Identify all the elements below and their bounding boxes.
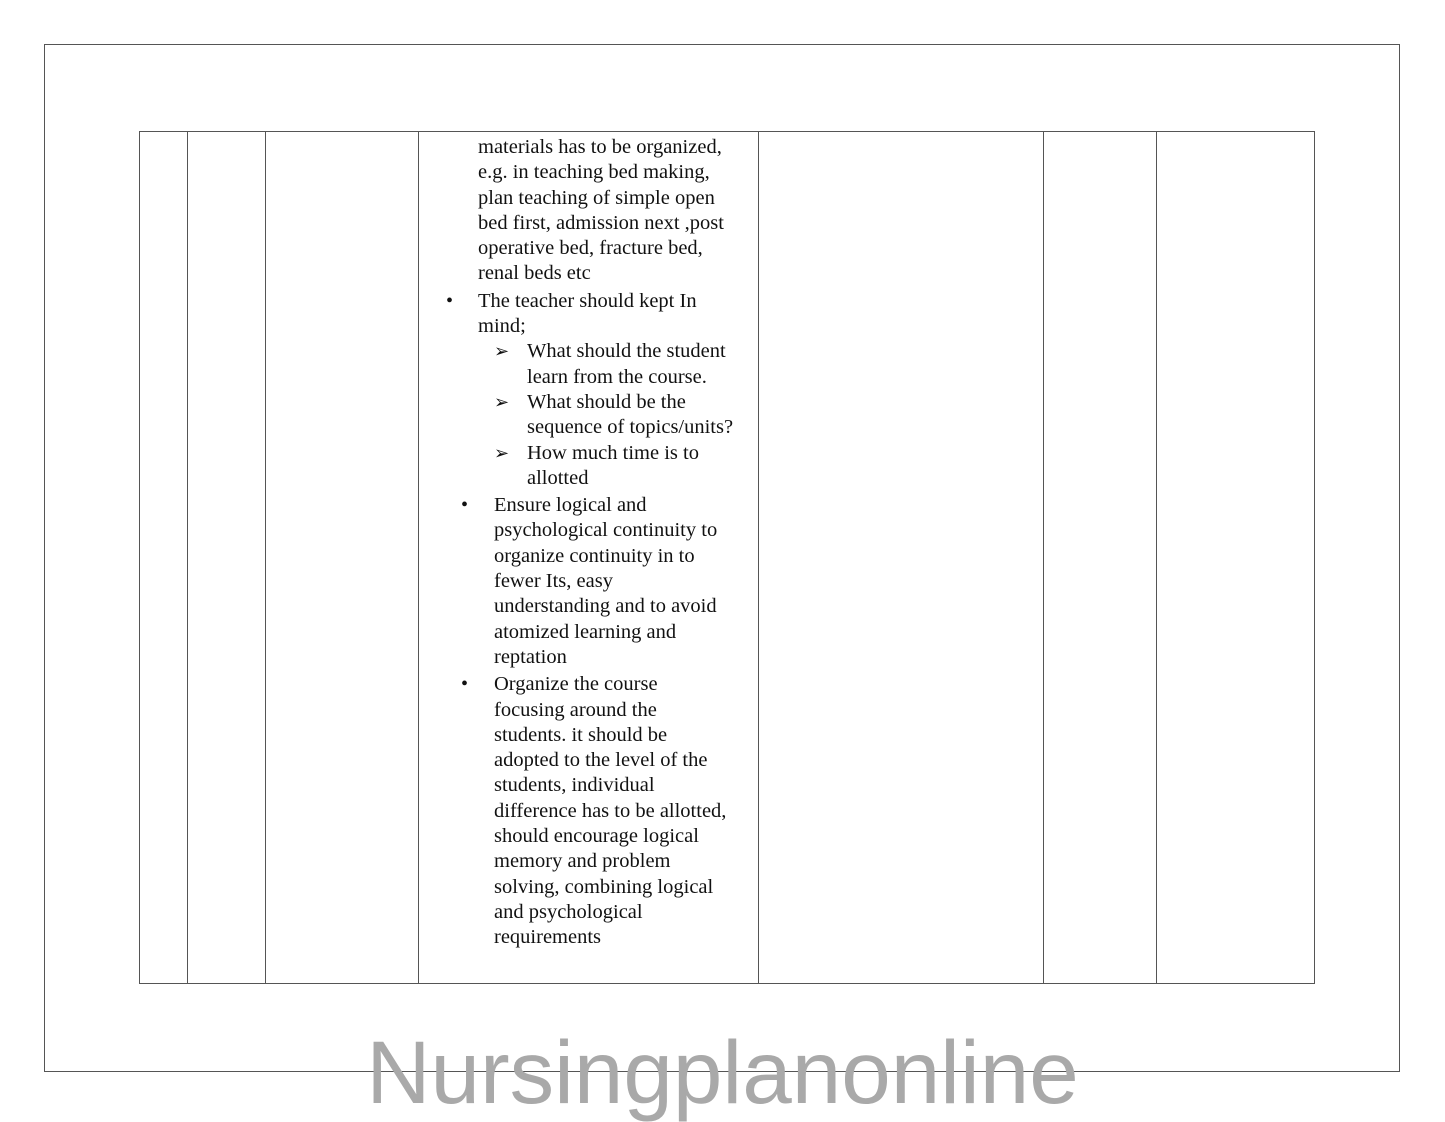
bullet-icon: • xyxy=(446,289,454,312)
arrow-bullet-icon: ➢ xyxy=(494,391,510,412)
content-cell xyxy=(419,132,759,984)
text-line: requirements xyxy=(494,926,602,949)
text-line: sequence of topics/units? xyxy=(527,416,734,439)
lesson-plan-table xyxy=(139,131,1315,984)
text-line: and psychological xyxy=(494,900,643,923)
bullet-item-teacher xyxy=(419,289,758,340)
table-cell-col-1 xyxy=(140,132,188,984)
table-cell-col-2 xyxy=(188,132,266,984)
text-line: students, individual xyxy=(494,774,655,797)
text-line: The teacher should kept In xyxy=(478,289,697,312)
text-line: mind; xyxy=(478,315,526,338)
arrow-bullet-icon: ➢ xyxy=(494,442,510,463)
text-line: Ensure logical and xyxy=(494,494,647,517)
table-cell-col-6 xyxy=(1044,132,1157,984)
sub-bullet-item xyxy=(419,339,758,390)
text-line: Organize the course xyxy=(494,673,658,696)
bullet-icon: • xyxy=(461,494,469,517)
text-line: e.g. in teaching bed making, xyxy=(478,161,710,184)
bullet-icon: • xyxy=(461,673,469,696)
arrow-bullet-icon: ➢ xyxy=(494,341,510,362)
sub-bullet-item xyxy=(419,441,758,492)
text-line: What should the student xyxy=(527,340,726,363)
table-cell-col-5 xyxy=(759,132,1044,984)
watermark-text: Nursingplanonline xyxy=(366,1022,1079,1122)
text-line: learn from the course. xyxy=(527,365,707,388)
text-line: fewer Its, easy xyxy=(494,570,613,593)
intro-paragraph xyxy=(419,132,758,287)
text-line: atomized learning and xyxy=(494,620,677,643)
text-line: reptation xyxy=(494,645,567,668)
table-cell-col-7 xyxy=(1157,132,1315,984)
text-line: allotted xyxy=(527,466,589,489)
table-row xyxy=(140,132,1315,984)
bullet-item-organize xyxy=(419,672,758,950)
text-line: bed first, admission next ,post xyxy=(478,211,724,234)
text-line: materials has to be organized, xyxy=(478,136,722,158)
text-line: solving, combining logical xyxy=(494,875,714,898)
text-line: understanding and to avoid xyxy=(494,595,717,618)
table-cell-col-3 xyxy=(266,132,419,984)
text-line: should encourage logical xyxy=(494,825,699,848)
text-line: psychological continuity to xyxy=(494,519,718,542)
sub-bullet-item xyxy=(419,390,758,441)
text-line: focusing around the xyxy=(494,698,657,721)
text-line: plan teaching of simple open xyxy=(478,186,715,209)
text-line: memory and problem xyxy=(494,850,671,873)
text-line: organize continuity in to xyxy=(494,544,695,567)
bullet-item-continuity xyxy=(419,493,758,670)
text-line: students. it should be xyxy=(494,723,668,746)
text-line: What should be the xyxy=(527,390,686,413)
text-line: adopted to the level of the xyxy=(494,749,708,772)
text-line: How much time is to xyxy=(527,441,699,464)
text-line: difference has to be allotted, xyxy=(494,799,727,822)
text-line: renal beds etc xyxy=(478,262,591,285)
text-line: operative bed, fracture bed, xyxy=(478,237,703,260)
